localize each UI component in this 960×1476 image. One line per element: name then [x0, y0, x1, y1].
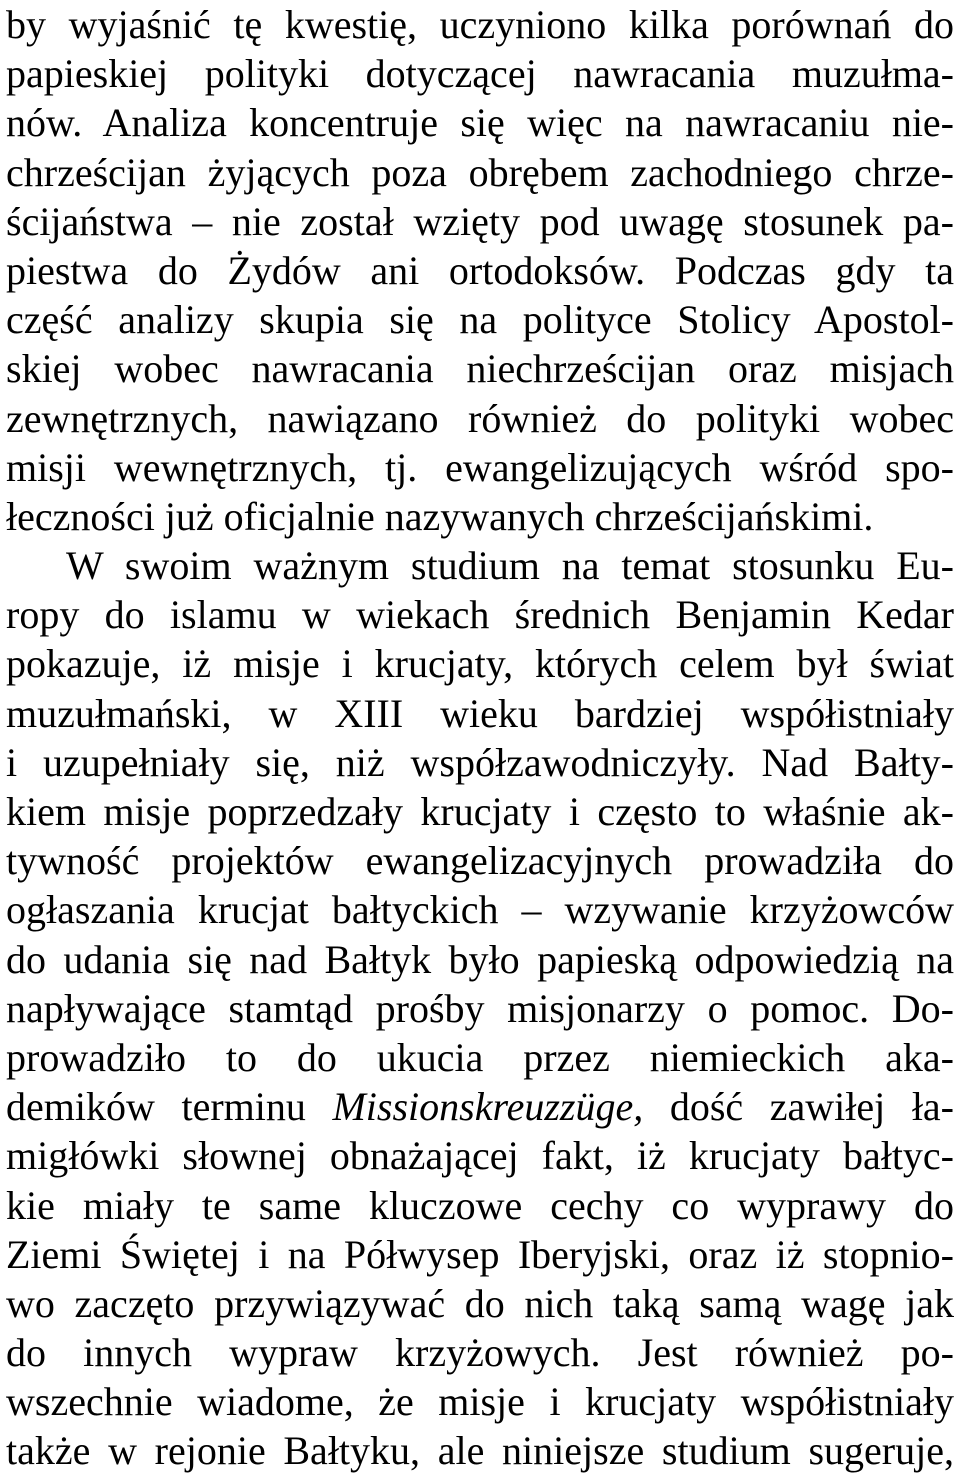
text-line: napływające stamtąd prośby misjonarzy o pomoc. Do-: [6, 985, 954, 1031]
text-line: piestwa do Żydów ani ortodoksów. Podczas gdy ta: [6, 247, 954, 293]
text-line: chrześcijan żyjących poza obrębem zachodniego chrze-: [6, 149, 954, 195]
text-line: i uzupełniały się, niż współzawodniczyły. Nad Bałty-: [6, 739, 954, 785]
italic-term: Missionskreuzzüge,: [332, 1084, 644, 1130]
line-text-after: dość zawiłej ła-: [643, 1084, 954, 1130]
text-line: część analizy skupia się na polityce Stolicy Apostol-: [6, 297, 954, 343]
text-line: tywność projektów ewangelizacyjnych prowadziła do: [6, 838, 954, 884]
text-line: wo zaczęto przywiązywać do nich taką samą wagę jak: [6, 1280, 954, 1326]
text-line: do udania się nad Bałtyk było papieską odpowiedzią na: [6, 936, 954, 982]
text-line: migłówki słownej obnażającej fakt, iż krucjaty bałtyc-: [6, 1133, 954, 1179]
text-line-with-italic-term: [6, 1082, 954, 1131]
text-line: wszechnie wiadome, że misje i krucjaty współistniały: [6, 1379, 954, 1425]
text-line: ścijaństwa – nie został wzięty pod uwagę stosunek pa-: [6, 198, 954, 244]
text-line: prowadziło to do ukucia przez niemieckich aka-: [6, 1034, 954, 1080]
text-line: muzułmański, w XIII wieku bardziej współistniały: [6, 690, 954, 736]
text-line: także w rejonie Bałtyku, ale niniejsze studium sugeruje,: [6, 1428, 954, 1474]
paragraph-end-line: łeczności już oficjalnie nazywanych chrześcijańskimi.: [6, 493, 874, 539]
text-line: kiem misje poprzedzały krucjaty i często to właśnie ak-: [6, 789, 954, 834]
text-line: zewnętrznych, nawiązano również do polityki wobec: [6, 395, 954, 441]
document-page: [6, 0, 954, 1476]
text-line: kie miały te same kluczowe cechy co wyprawy do: [6, 1182, 954, 1228]
text-line: skiej wobec nawracania niechrześcijan oraz misjach: [6, 346, 954, 392]
paragraph-start-line: W swoim ważnym studium na temat stosunku Eu-: [66, 543, 954, 589]
text-line: papieskiej polityki dotyczącej nawracania muzułma-: [6, 51, 954, 97]
text-line: ropy do islamu w wiekach średnich Benjamin Kedar: [6, 592, 954, 638]
text-line: do innych wypraw krzyżowych. Jest również po-: [6, 1330, 954, 1376]
text-line: Ziemi Świętej i na Półwysep Iberyjski, oraz iż stopnio-: [6, 1231, 954, 1277]
text-line: by wyjaśnić tę kwestię, uczyniono kilka porównań do: [6, 2, 954, 47]
text-line: nów. Analiza koncentruje się więc na nawracaniu nie-: [6, 100, 954, 146]
line-text-before: demików terminu: [6, 1084, 333, 1130]
text-line: pokazuje, iż misje i krucjaty, których celem był świat: [6, 641, 954, 687]
text-line: misji wewnętrznych, tj. ewangelizujących wśród spo-: [6, 444, 954, 490]
text-line: ogłaszania krucjat bałtyckich – wzywanie krzyżowców: [6, 887, 954, 933]
